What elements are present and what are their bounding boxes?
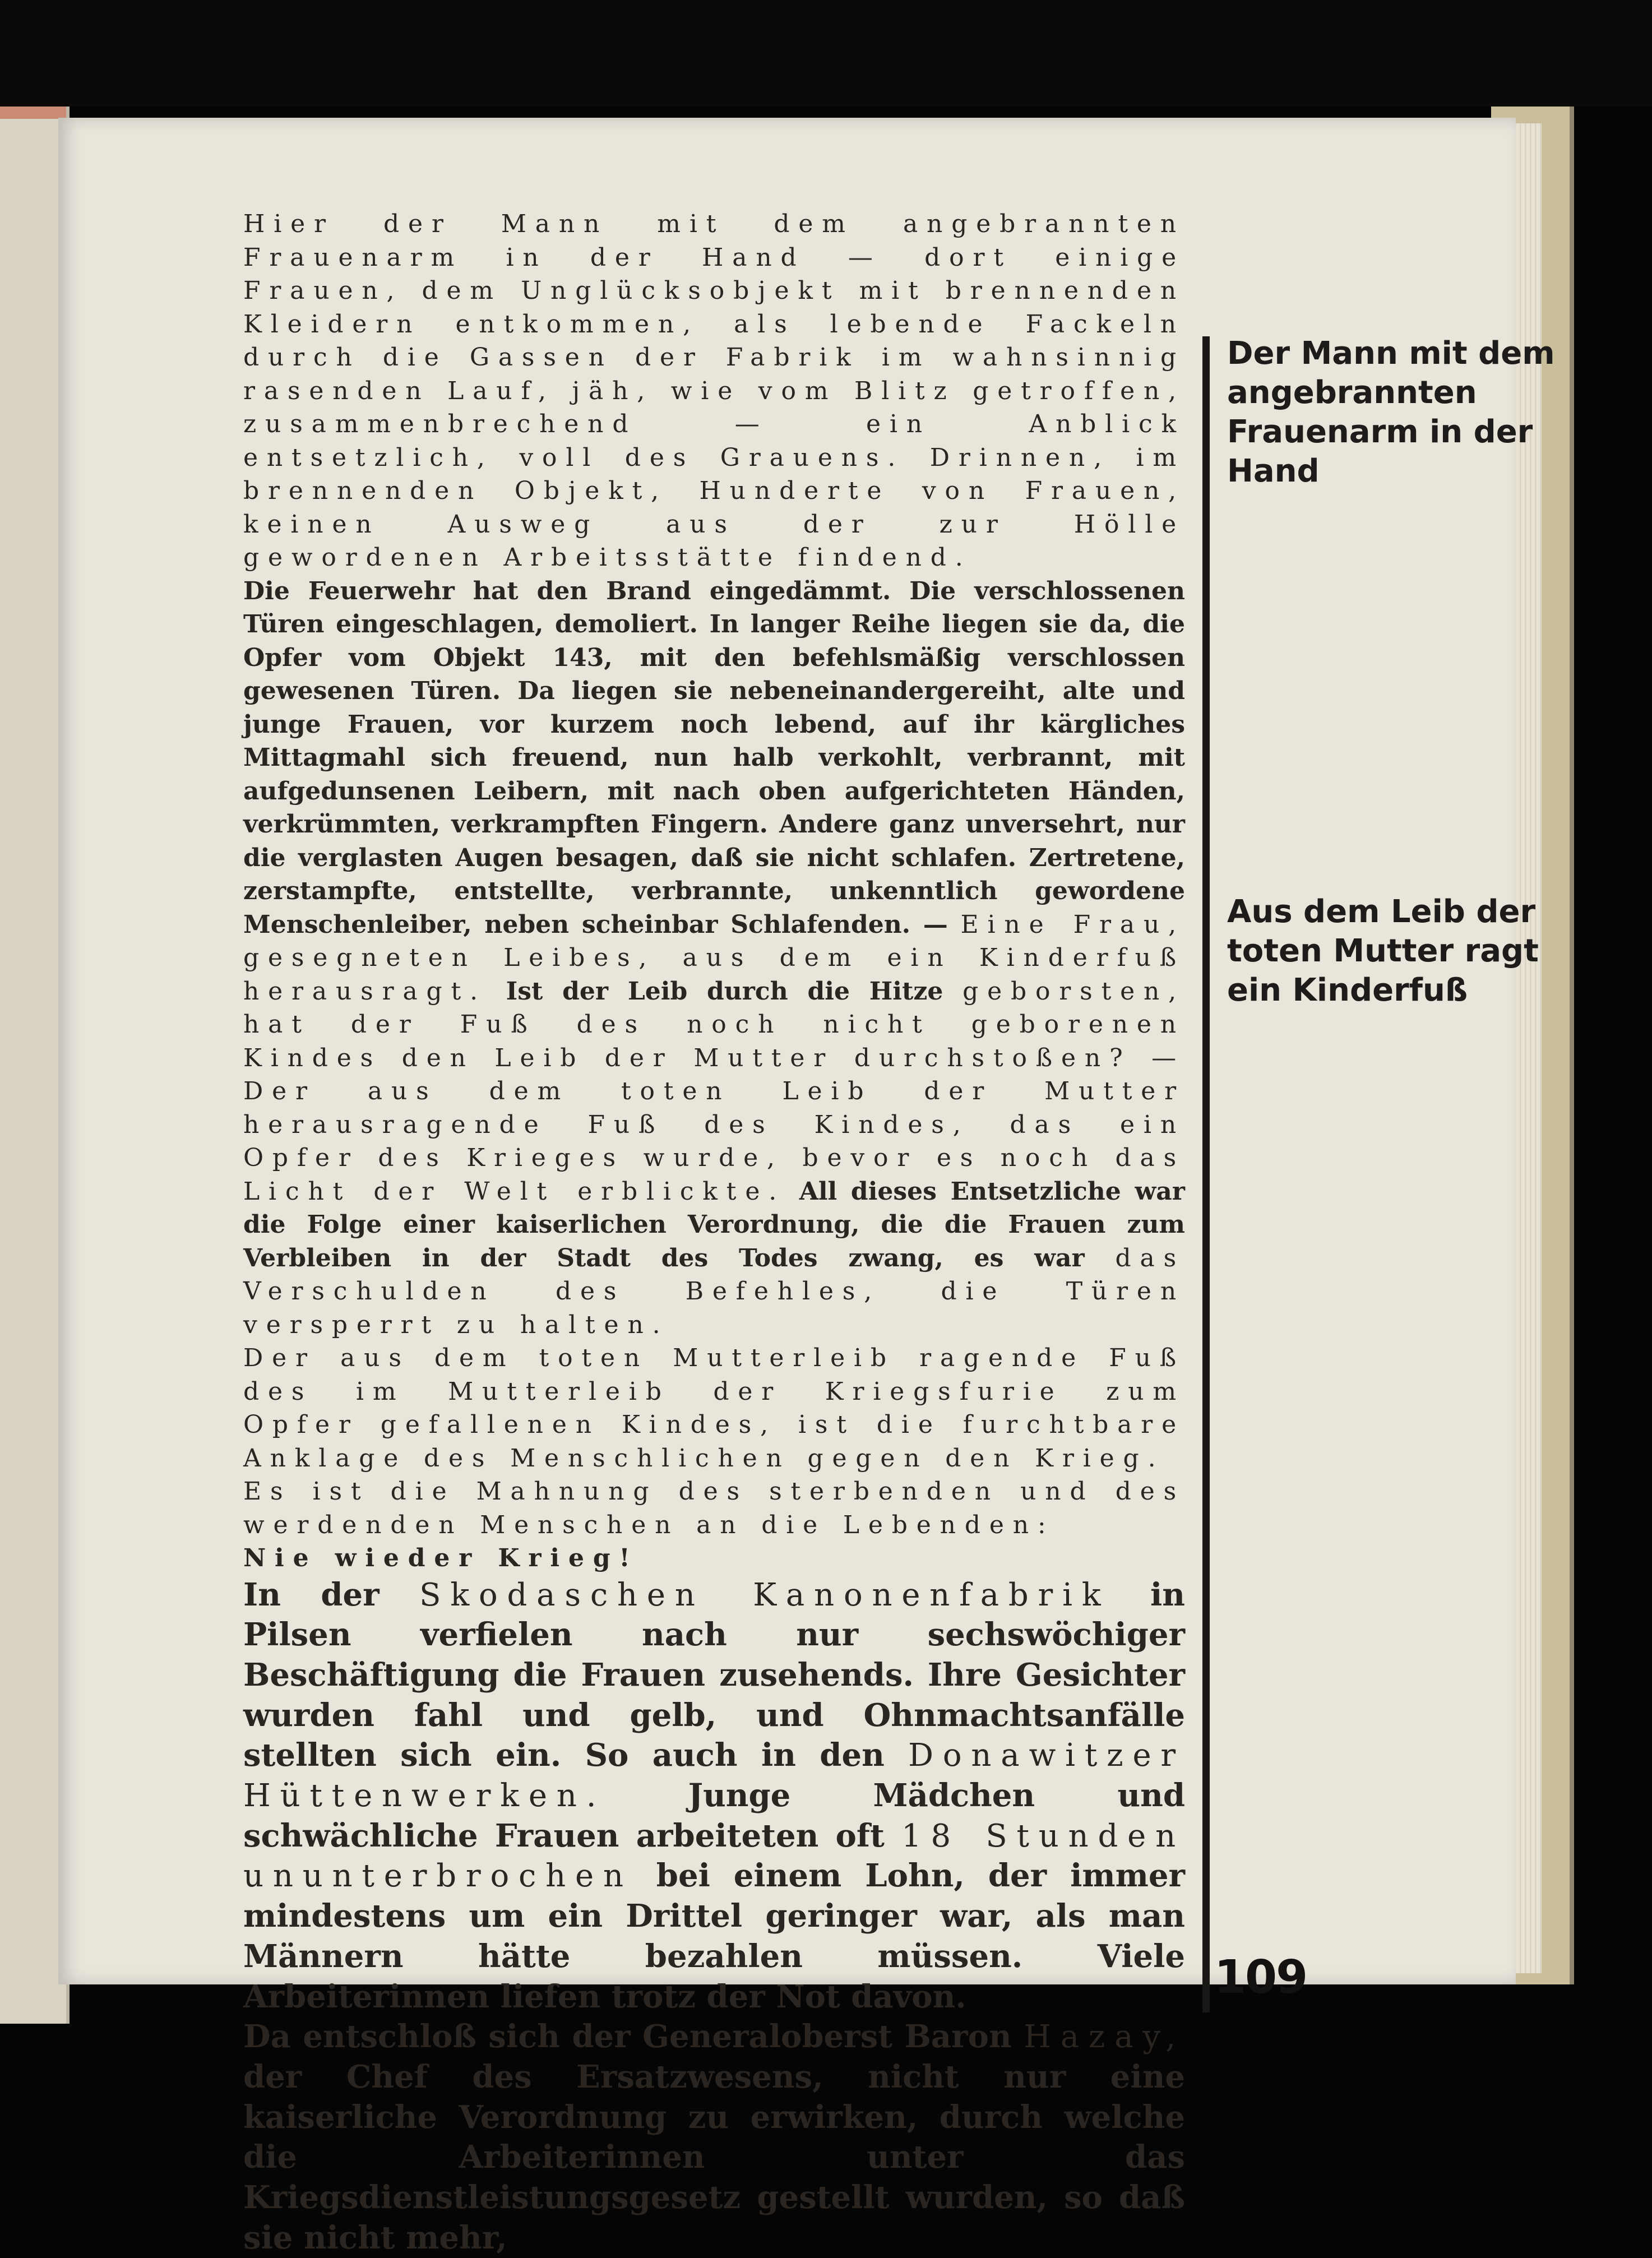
slogan: Nie wieder Krieg! [243,1542,1185,1575]
paragraph-5-part-e: Junge Mädchen und schwächliche Frauen arbeiteten oft [243,1777,1185,1854]
vertical-rule [1202,336,1210,2012]
margin-caption-2: Aus dem Leib der toten Mutter ragt ein Kinderfuß [1227,892,1563,1010]
paragraph-5-part-d: Donawitzer Hüttenwerken. [243,1737,1185,1814]
paragraph-3-text: Der aus dem toten Mutterleib ragende Fuß des im Mutterleib der Kriegsfurie zum Opfer gefallenen Kindes, ist die furchtbare Anklage des Menschlichen gegen den Krieg. [243,1344,1185,1473]
paragraph-6-part-a: Da entschloß sich der Generaloberst Baron [243,2018,1024,2055]
paragraph-2-part-f: das Verschulden des Befehles, die Türen versperrt zu halten. [243,1244,1185,1339]
small-type-section [243,207,1185,1575]
paragraph-6-part-c: der Chef des Ersatzwesens, nicht nur eine kaiserliche Verordnung zu erwirken, durch welche die Arbeiterinnen unter das Kriegsdienstleistungsgesetz gestellt wurden, so daß sie nicht mehr, [243,2058,1185,2256]
paragraph-6 [243,2017,1185,2258]
large-type-section [243,1575,1185,2258]
paragraph-5 [243,1575,1185,2018]
margin-caption-1: Der Mann mit dem angebrannten Frauenarm in der Hand [1227,334,1563,491]
paragraph-5-part-c: in Pilsen verfielen nach nur sechswöchiger Beschäftigung die Frauen zusehends. Ihre Gesichter wurden fahl und gelb, und Ohnmachtsanfälle stellten sich ein. So auch in den [243,1576,1185,1774]
main-column [243,207,1185,2258]
paragraph-2-part-a: Die Feuerwehr hat den Brand eingedämmt. Die verschlossenen Türen eingeschlagen, demoliert. In langer Reihe liegen sie da, die Opfer vom Objekt 143, mit den befehlsmäßig verschlossen gewesenen Türen. Da liegen sie nebeneinandergereiht, alte und junge Frauen, vor kurzem noch lebend, auf ihr kärgliches Mittagmahl sich freuend, nun halb verkohlt, verbrannt, mit aufgedunsenen Leibern, mit nach oben aufgerichteten Händen, verkrümmten, verkrampften Fingern. Andere ganz unversehrt, nur die verglasten Augen besagen, daß sie nicht schlafen. Zertretene, zerstampfte, entstellte, verbrannte, unkenntlich gewordene Menschenleiber, neben scheinbar Schlafenden. — [243,577,1185,939]
page-number: 109 [1214,1951,1307,2004]
paragraph-5-part-a: In der [243,1576,419,1613]
paragraph-5-part-b: Skodaschen Kanonenfabrik [419,1577,1110,1613]
left-page-top-edge [0,107,66,119]
paragraph-5-part-f: 18 Stunden ununterbrochen [243,1818,1185,1895]
paragraph-2 [243,575,1185,1342]
paragraph-2-part-d: geborsten, hat der Fuß des noch nicht geborenen Kindes den Leib der Mutter durchstoßen? — Der aus dem toten Leib der Mutter herausragende Fuß des Kindes, das ein Opfer des Krieges wurde, bevor es noch das Licht der Welt erblickte. [243,977,1185,1206]
paragraph-1-text: Hier der Mann mit dem angebrannten Frauenarm in der Hand — dort einige Frauen, dem Unglücksobjekt mit brennenden Kleidern entkommen, als lebende Fackeln durch die Gassen der Fabrik im wahnsinnig rasenden Lauf, jäh, wie vom Blitz getroffen, zusammenbrechend — ein Anblick entsetzlich, voll des Grauens. Drinnen, im brennenden Objekt, Hunderte von Frauen, keinen Ausweg aus der zur Hölle gewordenen Arbeitsstätte findend. [243,210,1185,572]
paragraph-2-part-e: All dieses Entsetzliche war die Folge einer kaiserlichen Verordnung, die die Frauen zum Verbleiben in der Stadt des Todes zwang, es war [243,1177,1185,1273]
paragraph-6-part-b: Hazay, [1024,2019,1185,2055]
paragraph-2-part-b: Eine Frau, gesegneten Leibes, aus dem ein Kinderfuß herausragt. [243,910,1185,1006]
paragraph-1 [243,207,1185,575]
book-page [58,118,1516,1984]
paragraph-2-part-c: Ist der Leib durch die Hitze [487,977,962,1006]
paragraph-4-text: Es ist die Mahnung des sterbenden und des werdenden Menschen an die Lebenden: [243,1477,1185,1539]
background [0,0,1652,107]
paragraph-4 [243,1475,1185,1542]
paragraph-5-part-g: bei einem Lohn, der immer mindestens um ein Drittel geringer war, als man Männern hätte bezahlen müssen. Viele Arbeiterinnen liefen trotz der Not davon. [243,1857,1185,2015]
paragraph-3 [243,1341,1185,1475]
